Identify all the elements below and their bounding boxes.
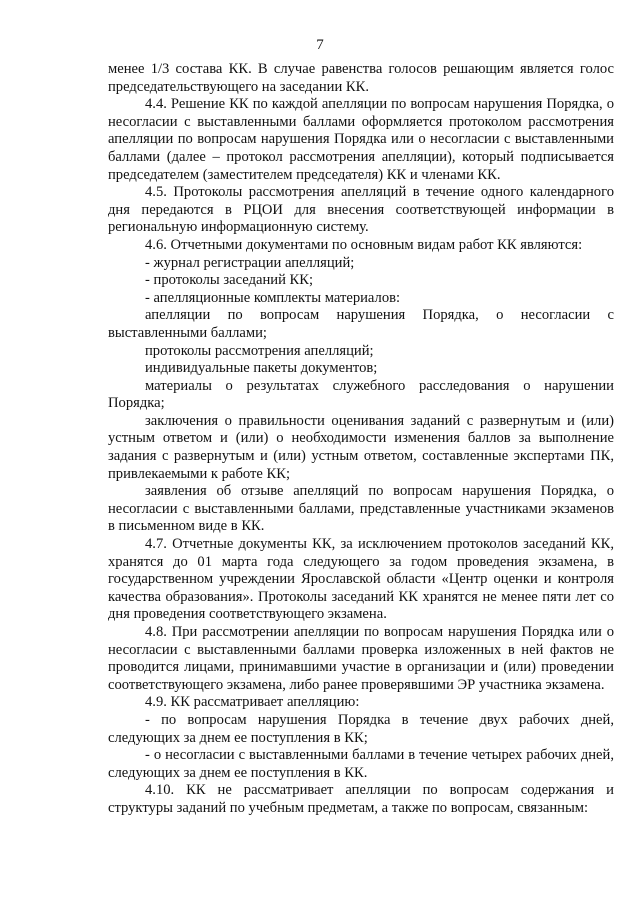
list-item: заявления об отзыве апелляций по вопросам нарушения Порядка, о несогласии с выставленными баллами, представленные участниками экзаменов в письменном виде в КК. — [108, 483, 614, 535]
list-item: - апелляционные комплекты материалов: — [145, 289, 401, 306]
paragraph: 4.5. Протоколы рассмотрения апелляций в течение одного календарного дня передаются в РЦОИ для внесения соответствующей информации в региональную информационную систему. — [108, 184, 614, 236]
page-number: 7 — [316, 37, 324, 53]
paragraph: 4.10. КК не рассматривает апелляции по вопросам содержания и структуры заданий по учебным предметам, а также по вопросам, связанным: — [108, 782, 614, 816]
list-item: апелляции по вопросам нарушения Порядка, о несогласии с выставленными баллами; — [108, 307, 614, 341]
list-item: протоколы рассмотрения апелляций; — [145, 342, 374, 359]
document-body — [108, 61, 614, 818]
list-item: заключения о правильности оценивания заданий с развернутым и (или) устным ответом и (или) о необходимости изменения баллов за выполнение задания с развернутым и (или) устным ответом, составленные экспертами ПК, привлекаемыми к работе КК; — [108, 412, 614, 482]
list-item: - журнал регистрации апелляций; — [145, 254, 355, 271]
paragraph: менее 1/3 состава КК. В случае равенства голосов решающим является голос председательствующего на заседании КК. — [108, 61, 614, 95]
list-item: - по вопросам нарушения Порядка в течение двух рабочих дней, следующих за днем ее поступления в КК; — [108, 711, 614, 746]
list-item: - протоколы заседаний КК; — [145, 272, 314, 289]
list-item: материалы о результатах служебного расследования о нарушении Порядка; — [108, 377, 614, 412]
list-item: - о несогласии с выставленными баллами в течение четырех рабочих дней, следующих за днем ее поступления в КК. — [108, 747, 614, 781]
paragraph: 4.4. Решение КК по каждой апелляции по вопросам нарушения Порядка, о несогласии с выставленными баллами оформляется протоколом рассмотрения апелляции по вопросам нарушения Порядка или о несогласии с выставленными баллами (далее – протокол рассмотрения апелляции), который подписывается председателем (заместителем председателя) КК и членами КК. — [108, 96, 614, 183]
paragraph: 4.7. Отчетные документы КК, за исключением протоколов заседаний КК, хранятся до 01 марта года следующего за годом проведения экзамена, в государственном учреждении Ярославской области «Центр оценки и контроля качества образования». Протоколы заседаний КК хранятся не менее пяти лет со дня проведения соответствующего экзамена. — [108, 536, 614, 623]
paragraph: 4.6. Отчетными документами по основным видам работ КК являются: — [145, 236, 583, 253]
list-item: индивидуальные пакеты документов; — [145, 360, 378, 377]
paragraph: 4.9. КК рассматривает апелляцию: — [145, 694, 360, 711]
paragraph: 4.8. При рассмотрении апелляции по вопросам нарушения Порядка или о несогласии с выставленными баллами проверка изложенных в ней фактов не проводится лицами, принимавшими участие в организации и (или) проведении соответствующего экзамена, либо ранее проверявшими ЭР участника экзамена. — [108, 624, 614, 693]
